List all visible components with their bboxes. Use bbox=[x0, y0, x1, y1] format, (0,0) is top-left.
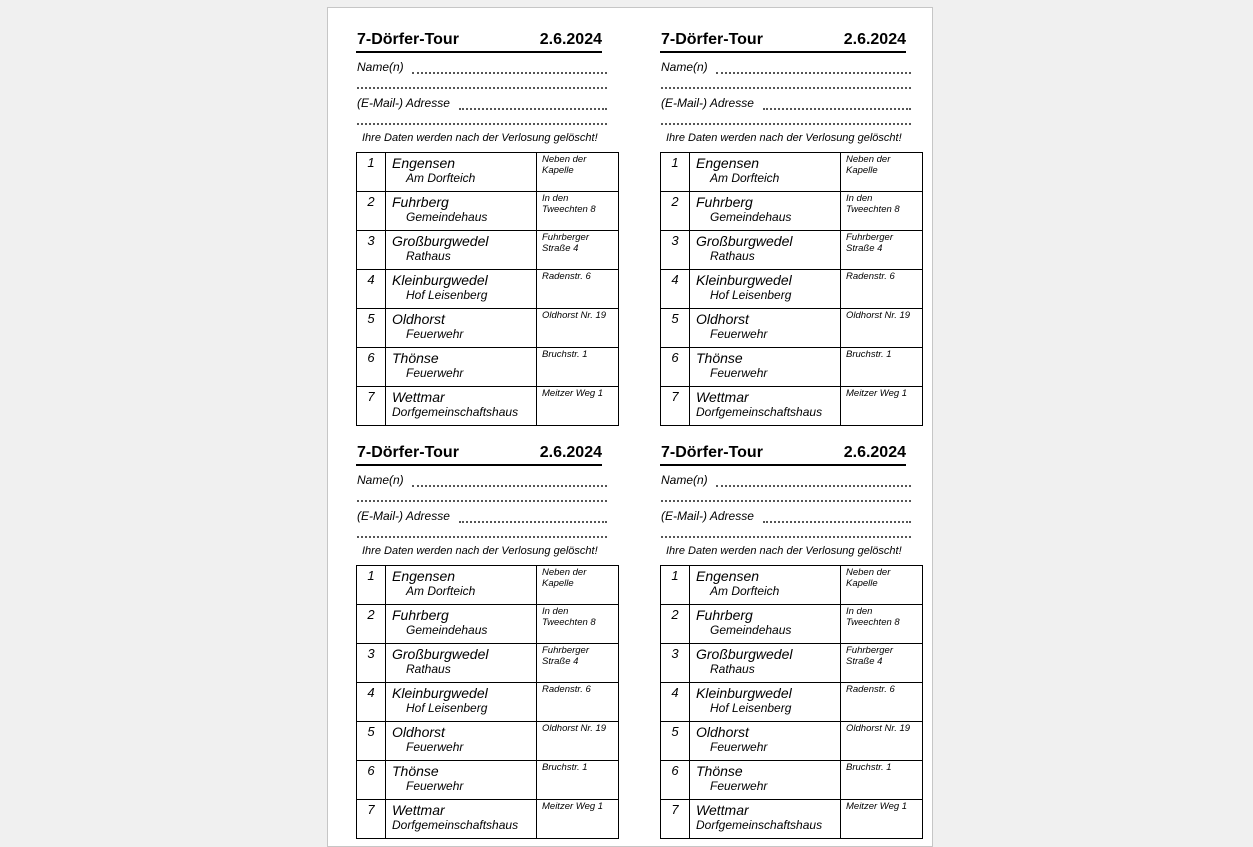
station-place bbox=[690, 348, 841, 387]
station-town: Kleinburgwedel bbox=[392, 272, 488, 288]
station-town: Kleinburgwedel bbox=[696, 685, 792, 701]
station-town: Thönse bbox=[392, 763, 439, 779]
tour-date: 2.6.2024 bbox=[539, 31, 602, 48]
station-number: 6 bbox=[661, 348, 690, 387]
station-address: In den Tweechten 8 bbox=[841, 192, 923, 231]
station-row bbox=[661, 644, 923, 683]
name-dotted-field-2 bbox=[661, 498, 911, 502]
station-row bbox=[661, 761, 923, 800]
station-town: Wettmar bbox=[696, 802, 749, 818]
email-line-2 bbox=[661, 525, 911, 539]
station-address: Fuhrberger Straße 4 bbox=[537, 644, 619, 683]
station-address: Bruchstr. 1 bbox=[537, 761, 619, 800]
email-label: (E-Mail-) Adresse bbox=[661, 96, 754, 110]
station-place bbox=[690, 309, 841, 348]
station-number: 4 bbox=[661, 683, 690, 722]
station-venue: Dorfgemeinschaftshaus bbox=[696, 818, 823, 832]
email-dotted-field bbox=[459, 519, 607, 523]
station-number: 1 bbox=[661, 566, 690, 605]
name-label: Name(n) bbox=[661, 60, 708, 74]
name-label: Name(n) bbox=[661, 473, 708, 487]
station-venue: Gemeindehaus bbox=[406, 210, 488, 224]
station-town: Großburgwedel bbox=[392, 233, 489, 249]
station-row bbox=[661, 309, 923, 348]
station-row bbox=[357, 387, 619, 426]
station-number: 5 bbox=[661, 722, 690, 761]
station-venue: Rathaus bbox=[710, 249, 755, 263]
station-number: 4 bbox=[661, 270, 690, 309]
station-number: 6 bbox=[357, 348, 386, 387]
email-label: (E-Mail-) Adresse bbox=[661, 509, 754, 523]
station-row bbox=[357, 192, 619, 231]
station-town: Thönse bbox=[696, 763, 743, 779]
tour-date: 2.6.2024 bbox=[843, 31, 906, 48]
station-town: Thönse bbox=[696, 350, 743, 366]
station-number: 2 bbox=[661, 192, 690, 231]
station-venue: Rathaus bbox=[406, 249, 451, 263]
station-place bbox=[690, 644, 841, 683]
station-town: Oldhorst bbox=[696, 311, 749, 327]
stations-table bbox=[660, 152, 923, 426]
station-venue: Feuerwehr bbox=[406, 366, 464, 380]
station-town: Wettmar bbox=[392, 802, 445, 818]
station-number: 1 bbox=[661, 153, 690, 192]
station-number: 4 bbox=[357, 270, 386, 309]
name-dotted-field bbox=[716, 70, 911, 74]
station-address: Neben der Kapelle bbox=[841, 153, 923, 192]
station-address: Meitzer Weg 1 bbox=[841, 387, 923, 426]
station-venue: Gemeindehaus bbox=[406, 623, 488, 637]
station-place bbox=[386, 683, 537, 722]
email-dotted-field bbox=[763, 519, 911, 523]
name-label: Name(n) bbox=[357, 473, 404, 487]
privacy-notice: Ihre Daten werden nach der Verlosung gelöscht! bbox=[666, 132, 902, 144]
station-address: Bruchstr. 1 bbox=[841, 348, 923, 387]
email-line-2 bbox=[661, 112, 911, 126]
station-venue: Feuerwehr bbox=[406, 779, 464, 793]
station-row bbox=[357, 605, 619, 644]
station-venue: Am Dorfteich bbox=[710, 584, 780, 598]
email-label: (E-Mail-) Adresse bbox=[357, 96, 450, 110]
station-number: 1 bbox=[357, 153, 386, 192]
name-dotted-field-2 bbox=[357, 498, 607, 502]
email-dotted-field bbox=[459, 106, 607, 110]
station-venue: Am Dorfteich bbox=[406, 171, 476, 185]
station-place bbox=[690, 722, 841, 761]
station-venue: Feuerwehr bbox=[710, 327, 768, 341]
station-venue: Hof Leisenberg bbox=[406, 288, 488, 302]
station-address: In den Tweechten 8 bbox=[537, 192, 619, 231]
station-row bbox=[661, 683, 923, 722]
station-address: Bruchstr. 1 bbox=[537, 348, 619, 387]
station-venue: Feuerwehr bbox=[406, 740, 464, 754]
name-line bbox=[357, 473, 607, 487]
name-dotted-field bbox=[412, 483, 607, 487]
station-number: 2 bbox=[357, 192, 386, 231]
station-town: Kleinburgwedel bbox=[696, 272, 792, 288]
station-venue: Feuerwehr bbox=[710, 366, 768, 380]
station-row bbox=[357, 722, 619, 761]
email-line-2 bbox=[357, 525, 607, 539]
station-town: Großburgwedel bbox=[696, 233, 793, 249]
station-venue: Hof Leisenberg bbox=[406, 701, 488, 715]
tour-title: 7-Dörfer-Tour bbox=[661, 444, 763, 461]
station-row bbox=[357, 683, 619, 722]
station-place bbox=[386, 348, 537, 387]
station-row bbox=[661, 153, 923, 192]
station-town: Oldhorst bbox=[392, 311, 445, 327]
email-line bbox=[357, 509, 607, 523]
station-row bbox=[661, 722, 923, 761]
station-address: Meitzer Weg 1 bbox=[537, 387, 619, 426]
station-number: 6 bbox=[357, 761, 386, 800]
station-number: 2 bbox=[357, 605, 386, 644]
name-dotted-field-2 bbox=[357, 85, 607, 89]
tour-date: 2.6.2024 bbox=[843, 444, 906, 461]
name-line bbox=[661, 60, 911, 74]
tour-title: 7-Dörfer-Tour bbox=[357, 444, 459, 461]
station-town: Wettmar bbox=[392, 389, 445, 405]
email-line-2 bbox=[357, 112, 607, 126]
station-place bbox=[386, 566, 537, 605]
station-town: Oldhorst bbox=[696, 724, 749, 740]
station-address: Oldhorst Nr. 19 bbox=[537, 309, 619, 348]
station-place bbox=[690, 270, 841, 309]
privacy-notice: Ihre Daten werden nach der Verlosung gelöscht! bbox=[362, 132, 598, 144]
email-line bbox=[661, 509, 911, 523]
station-place bbox=[690, 605, 841, 644]
station-place bbox=[386, 644, 537, 683]
station-row bbox=[661, 387, 923, 426]
station-town: Fuhrberg bbox=[392, 607, 449, 623]
station-number: 5 bbox=[661, 309, 690, 348]
email-line bbox=[357, 96, 607, 110]
station-number: 7 bbox=[357, 800, 386, 839]
station-venue: Dorfgemeinschaftshaus bbox=[696, 405, 823, 419]
tour-title: 7-Dörfer-Tour bbox=[357, 31, 459, 48]
station-row bbox=[357, 644, 619, 683]
station-town: Fuhrberg bbox=[696, 194, 753, 210]
email-dotted-field bbox=[763, 106, 911, 110]
station-number: 6 bbox=[661, 761, 690, 800]
station-address: Fuhrberger Straße 4 bbox=[537, 231, 619, 270]
station-address: Radenstr. 6 bbox=[841, 270, 923, 309]
station-town: Oldhorst bbox=[392, 724, 445, 740]
station-address: Neben der Kapelle bbox=[537, 566, 619, 605]
stations-table bbox=[356, 152, 619, 426]
email-dotted-field-2 bbox=[661, 121, 911, 125]
email-label: (E-Mail-) Adresse bbox=[357, 509, 450, 523]
name-line bbox=[661, 473, 911, 487]
station-place bbox=[386, 153, 537, 192]
station-number: 7 bbox=[357, 387, 386, 426]
station-place bbox=[690, 683, 841, 722]
name-line bbox=[357, 60, 607, 74]
station-town: Wettmar bbox=[696, 389, 749, 405]
station-venue: Am Dorfteich bbox=[710, 171, 780, 185]
station-town: Kleinburgwedel bbox=[392, 685, 488, 701]
station-row bbox=[357, 153, 619, 192]
station-number: 3 bbox=[661, 231, 690, 270]
station-address: Meitzer Weg 1 bbox=[841, 800, 923, 839]
station-venue: Feuerwehr bbox=[710, 740, 768, 754]
station-venue: Hof Leisenberg bbox=[710, 288, 792, 302]
station-number: 3 bbox=[661, 644, 690, 683]
station-place bbox=[386, 231, 537, 270]
station-address: Radenstr. 6 bbox=[537, 270, 619, 309]
name-line-2 bbox=[661, 489, 911, 503]
station-place bbox=[386, 192, 537, 231]
station-address: Oldhorst Nr. 19 bbox=[841, 722, 923, 761]
station-address: Neben der Kapelle bbox=[841, 566, 923, 605]
station-venue: Hof Leisenberg bbox=[710, 701, 792, 715]
card-title-row bbox=[356, 444, 602, 466]
station-row bbox=[357, 231, 619, 270]
name-dotted-field bbox=[412, 70, 607, 74]
stations-table bbox=[660, 565, 923, 839]
station-place bbox=[386, 309, 537, 348]
station-venue: Dorfgemeinschaftshaus bbox=[392, 818, 519, 832]
station-row bbox=[661, 270, 923, 309]
station-town: Fuhrberg bbox=[696, 607, 753, 623]
station-venue: Rathaus bbox=[406, 662, 451, 676]
station-number: 4 bbox=[357, 683, 386, 722]
station-town: Großburgwedel bbox=[392, 646, 489, 662]
station-row bbox=[357, 309, 619, 348]
station-place bbox=[690, 192, 841, 231]
tour-title: 7-Dörfer-Tour bbox=[661, 31, 763, 48]
station-town: Engensen bbox=[696, 568, 760, 584]
name-label: Name(n) bbox=[357, 60, 404, 74]
station-number: 1 bbox=[357, 566, 386, 605]
station-number: 5 bbox=[357, 309, 386, 348]
station-row bbox=[357, 348, 619, 387]
station-number: 3 bbox=[357, 231, 386, 270]
document-page bbox=[327, 7, 933, 847]
station-address: In den Tweechten 8 bbox=[537, 605, 619, 644]
station-number: 7 bbox=[661, 800, 690, 839]
station-row bbox=[661, 192, 923, 231]
station-place bbox=[386, 270, 537, 309]
station-row bbox=[357, 761, 619, 800]
station-town: Thönse bbox=[392, 350, 439, 366]
station-row bbox=[661, 348, 923, 387]
email-dotted-field-2 bbox=[357, 121, 607, 125]
station-address: Meitzer Weg 1 bbox=[537, 800, 619, 839]
station-place bbox=[690, 761, 841, 800]
station-row bbox=[661, 231, 923, 270]
station-town: Engensen bbox=[392, 155, 456, 171]
stations-table bbox=[356, 565, 619, 839]
station-number: 3 bbox=[357, 644, 386, 683]
tour-date: 2.6.2024 bbox=[539, 444, 602, 461]
station-town: Engensen bbox=[696, 155, 760, 171]
station-address: Oldhorst Nr. 19 bbox=[841, 309, 923, 348]
station-venue: Dorfgemeinschaftshaus bbox=[392, 405, 519, 419]
name-dotted-field-2 bbox=[661, 85, 911, 89]
privacy-notice: Ihre Daten werden nach der Verlosung gelöscht! bbox=[666, 545, 902, 557]
privacy-notice: Ihre Daten werden nach der Verlosung gelöscht! bbox=[362, 545, 598, 557]
station-place bbox=[690, 153, 841, 192]
station-town: Fuhrberg bbox=[392, 194, 449, 210]
station-place bbox=[386, 605, 537, 644]
name-line-2 bbox=[357, 76, 607, 90]
station-town: Engensen bbox=[392, 568, 456, 584]
station-row bbox=[661, 566, 923, 605]
station-address: Fuhrberger Straße 4 bbox=[841, 644, 923, 683]
station-venue: Gemeindehaus bbox=[710, 210, 792, 224]
station-address: Radenstr. 6 bbox=[841, 683, 923, 722]
station-place bbox=[386, 761, 537, 800]
email-line bbox=[661, 96, 911, 110]
email-dotted-field-2 bbox=[661, 534, 911, 538]
station-place bbox=[690, 566, 841, 605]
name-line-2 bbox=[357, 489, 607, 503]
station-address: Neben der Kapelle bbox=[537, 153, 619, 192]
station-place bbox=[386, 722, 537, 761]
station-number: 5 bbox=[357, 722, 386, 761]
card-title-row bbox=[660, 31, 906, 53]
station-town: Großburgwedel bbox=[696, 646, 793, 662]
station-venue: Am Dorfteich bbox=[406, 584, 476, 598]
station-row bbox=[357, 566, 619, 605]
station-number: 7 bbox=[661, 387, 690, 426]
station-place bbox=[690, 231, 841, 270]
station-address: Bruchstr. 1 bbox=[841, 761, 923, 800]
station-number: 2 bbox=[661, 605, 690, 644]
name-line-2 bbox=[661, 76, 911, 90]
station-venue: Feuerwehr bbox=[710, 779, 768, 793]
station-venue: Feuerwehr bbox=[406, 327, 464, 341]
station-address: Oldhorst Nr. 19 bbox=[537, 722, 619, 761]
name-dotted-field bbox=[716, 483, 911, 487]
station-row bbox=[661, 605, 923, 644]
station-place bbox=[386, 387, 537, 426]
email-dotted-field-2 bbox=[357, 534, 607, 538]
card-title-row bbox=[356, 31, 602, 53]
station-venue: Gemeindehaus bbox=[710, 623, 792, 637]
station-address: Fuhrberger Straße 4 bbox=[841, 231, 923, 270]
station-place bbox=[690, 387, 841, 426]
station-address: In den Tweechten 8 bbox=[841, 605, 923, 644]
station-row bbox=[357, 270, 619, 309]
station-address: Radenstr. 6 bbox=[537, 683, 619, 722]
card-title-row bbox=[660, 444, 906, 466]
station-venue: Rathaus bbox=[710, 662, 755, 676]
